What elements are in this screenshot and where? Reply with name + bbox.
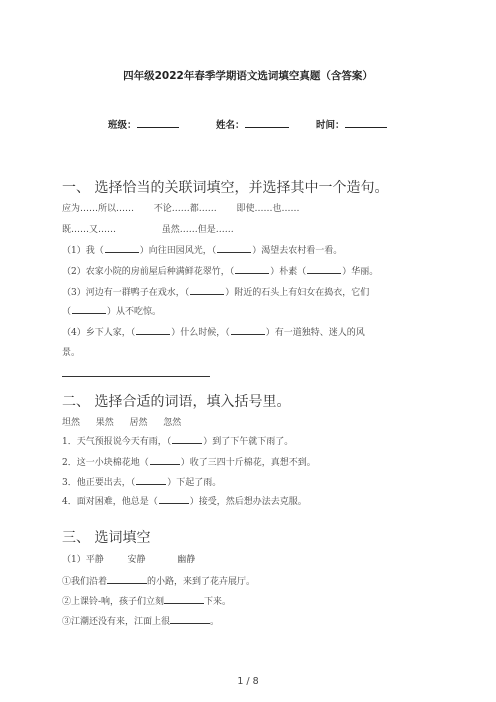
s3-question-1: ①我们沿着 的小路，来到了花卉展厅。: [62, 574, 255, 587]
answer-blank[interactable]: [307, 264, 341, 274]
option-bulun: 不论……都……: [153, 204, 217, 214]
answer-blank[interactable]: [105, 243, 139, 253]
answer-blank[interactable]: [72, 304, 106, 314]
s1-question-3: （3）河边有一群鸭子在戏水，（ ）附近的石头上有妇女在捣衣，它们: [62, 285, 369, 298]
time-label: 时间：: [316, 120, 345, 131]
answer-blank[interactable]: [231, 325, 265, 335]
answer-blank[interactable]: [217, 243, 251, 253]
s1-question-1: （1）我（ ）向往田园风光，（ ）渴望去农村看一看。: [62, 243, 342, 256]
s1-question-2: （2）农家小院的房前屋后种满鲜花翠竹，（ ）朴素（ ）华丽。: [62, 264, 378, 277]
word-guoran: 果然: [95, 418, 114, 428]
s2-word-bank: [62, 415, 181, 428]
class-label: 班级：: [108, 120, 137, 131]
word-huran: 忽然: [163, 418, 182, 428]
option-suiran: 虽然……但是……: [161, 225, 234, 235]
answer-blank[interactable]: [235, 264, 269, 274]
s3-question-2: ②上课铃-响，孩子们立刻 下来。: [62, 594, 231, 607]
option-ji-you: 既……又……: [62, 225, 117, 235]
page-number: 1 / 8: [237, 676, 259, 687]
word-tanran: 坦然: [62, 418, 81, 428]
word-juran: 居然: [129, 418, 148, 428]
word-anjing: 安静: [127, 555, 146, 565]
answer-blank[interactable]: [136, 325, 170, 335]
s1-question-4: （4）乡下人家，（ ）什么时候，（ ）有一道独特、迷人的风: [62, 325, 365, 338]
s3-question-3: ③江潮还没有来，江面上很 。: [62, 614, 219, 627]
answer-blank[interactable]: [190, 285, 224, 295]
s2-question-3: 3．他正要出去，（ ）下起了雨。: [62, 475, 221, 488]
s2-question-2: 2．这一小块棉花地（ ）收了三四十斤棉花，真想不到。: [62, 455, 316, 468]
name-field: [216, 117, 289, 131]
s1-question-4-cont: 景。: [62, 348, 81, 358]
class-blank[interactable]: [137, 117, 179, 128]
answer-blank[interactable]: [150, 455, 180, 465]
s1-options-row-2: [62, 222, 234, 235]
class-field: [108, 117, 179, 131]
name-blank[interactable]: [245, 117, 289, 128]
s2-question-4: 4．面对困难，他总是（ ）接受，然后想办法去克服。: [62, 494, 307, 507]
name-label: 姓名：: [216, 120, 245, 131]
answer-blank[interactable]: [159, 494, 189, 504]
section-2-heading: 二、 选择合适的词语，填入括号里。: [62, 394, 291, 410]
word-pingjing: （1）平静: [62, 555, 104, 565]
s3-word-bank: [62, 552, 195, 565]
word-youjing: 幽静: [177, 555, 196, 565]
section-1-heading: 一、 选择恰当的关联词填空，并选择其中一个造句。: [62, 180, 389, 196]
s1-question-3-cont: （ ）从不吃惊。: [62, 304, 161, 317]
s2-question-1: 1．天气预报说今天有雨，（ ）到了下午就下雨了。: [62, 434, 293, 447]
time-blank[interactable]: [345, 117, 387, 128]
answer-blank[interactable]: [107, 574, 147, 584]
s1-options-row-1: [62, 201, 300, 214]
answer-blank[interactable]: [164, 594, 204, 604]
section-3-heading: 三、 选词填空: [62, 530, 151, 546]
answer-blank[interactable]: [136, 475, 166, 485]
answer-blank[interactable]: [172, 434, 202, 444]
option-yinwei: 应为……所以……: [62, 204, 135, 214]
time-field: [316, 117, 387, 131]
answer-blank[interactable]: [170, 614, 210, 624]
page-title: 四年级2022年春季学期语文选词填空真题（含答案）: [123, 70, 373, 82]
sentence-writing-line[interactable]: [62, 376, 210, 377]
option-jishi: 即使……也……: [236, 204, 300, 214]
